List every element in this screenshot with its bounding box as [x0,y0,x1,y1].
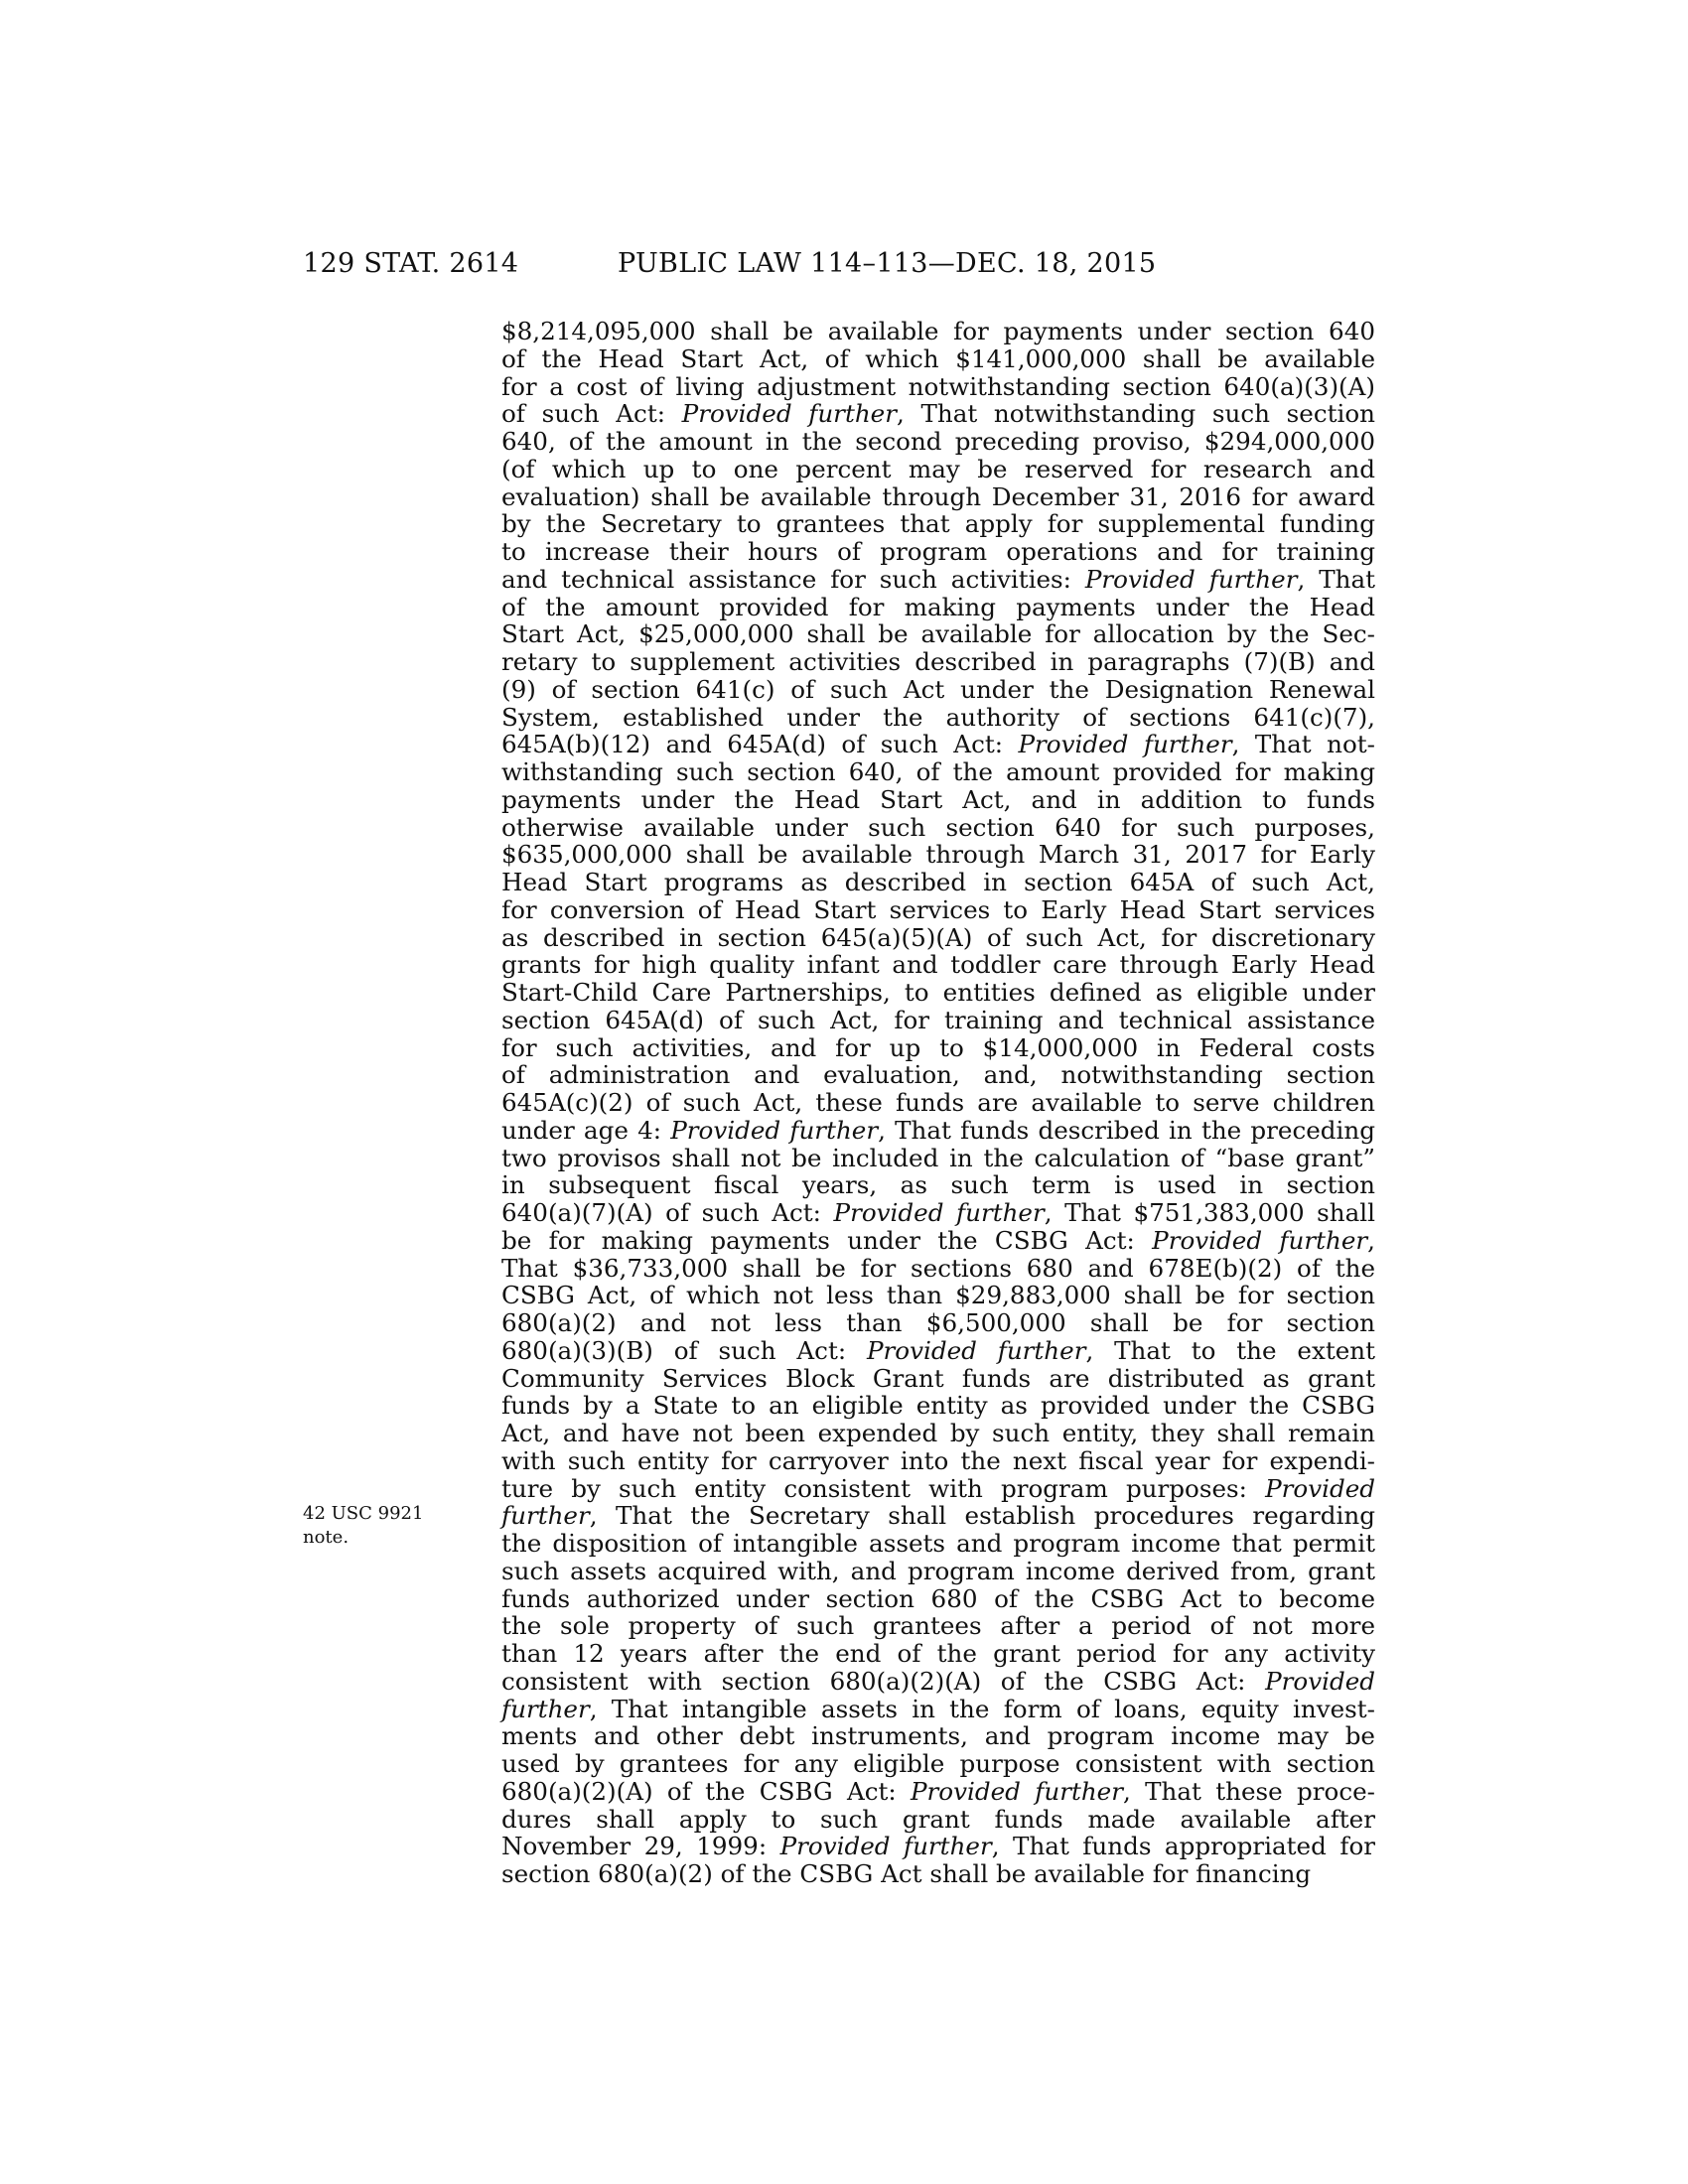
text-run: funds authorized under section 680 of the CSBG Act to become [501,1583,1375,1613]
text-run: and technical assistance for such activities: [501,564,1085,594]
text-line [501,1117,1375,1145]
text-run: of the Head Start Act, of which $141,000,000 shall be available [501,343,1375,373]
stat-citation: 129 STAT. 2614 [303,248,519,279]
text-line [501,428,1375,456]
text-run: System, established under the authority of sections 641(c)(7), [501,702,1375,732]
text-line [501,400,1375,428]
text-line [501,1778,1375,1806]
text-run: such assets acquired with, and program income derived from, grant [501,1556,1375,1585]
margin-note [303,1502,452,1550]
text-line [501,1750,1375,1778]
text-run: , That [1297,564,1375,594]
text-run: section 645A(d) of such Act, for training and technical assistance [501,1005,1375,1034]
italic-run: Provided further [1018,730,1232,759]
text-run: ments and other debt instruments, and program income may be [501,1721,1375,1751]
text-run: 645A(b)(12) and 645A(d) of such Act: [501,730,1019,759]
text-line [501,1392,1375,1420]
text-line [501,1365,1375,1393]
text-line [501,318,1375,345]
text-line [501,373,1375,401]
text-run: November 29, 1999: [501,1832,780,1861]
text-line [501,1860,1375,1888]
text-run: 640, of the amount in the second preceding proviso, $294,000,000 [501,427,1375,456]
text-run: by the Secretary to grantees that apply for supplemental funding [501,509,1375,539]
text-line [501,594,1375,621]
text-line [501,1061,1375,1089]
text-run: withstanding such section 640, of the amount provided for making [501,757,1375,786]
text-run: two provisos shall not be included in the calculation of “base grant” [501,1143,1375,1172]
text-line [501,841,1375,869]
text-line [501,648,1375,676]
body-text [501,318,1375,1888]
text-line [501,538,1375,566]
text-run: section 680(a)(2) of the CSBG Act shall be available for financing [501,1859,1312,1888]
text-run: (9) of section 641(c) of such Act under the Designation Renewal [501,674,1375,704]
text-line [501,1668,1375,1696]
law-title: PUBLIC LAW 114–113—DEC. 18, 2015 [618,248,1157,279]
text-run: , That intangible assets in the form of loans, equity invest- [589,1694,1375,1723]
text-line [501,758,1375,786]
italic-run: Provided further [866,1335,1086,1365]
text-line [501,1612,1375,1640]
text-run: than 12 years after the end of the grant period for any activity [501,1639,1375,1668]
margin-note-label: note. [303,1527,350,1548]
text-run: Act, and have not been expended by such entity, they shall remain [501,1419,1375,1447]
text-line [501,1227,1375,1255]
text-line [501,1806,1375,1834]
text-line [501,1034,1375,1062]
text-run: , That these proce- [1122,1776,1375,1806]
text-line [501,510,1375,538]
text-run: 680(a)(2) and not less than $6,500,000 shall be for section [501,1308,1375,1337]
text-run: Community Services Block Grant funds are distributed as grant [501,1363,1375,1393]
margin-note-citation: 42 USC 9921 [303,1503,424,1524]
text-line [501,1337,1375,1365]
text-line [501,951,1375,979]
text-line [501,924,1375,952]
text-run: as described in section 645(a)(5)(A) of such Act, for discretionary [501,922,1375,952]
italic-run: Provided further [779,1832,992,1861]
text-line [501,1833,1375,1860]
text-run: the disposition of intangible assets and program income that permit [501,1529,1375,1558]
italic-run: Provided further [1084,564,1298,594]
text-run: , That funds appropriated for [991,1832,1376,1861]
italic-run: further [501,1501,590,1531]
text-line [501,1558,1375,1585]
text-run: 680(a)(2)(A) of the CSBG Act: [501,1776,911,1806]
text-run: retary to supplement activities described in paragraphs (7)(B) and [501,647,1375,676]
italic-run: Provided [1265,1666,1375,1696]
italic-run: Provided further [833,1198,1045,1227]
text-run: evaluation) shall be available through December 31, 2016 for award [501,481,1375,511]
text-line [501,1255,1375,1283]
text-line [501,1420,1375,1447]
text-line [501,1309,1375,1337]
text-run: , That funds described in the preceding [878,1115,1375,1145]
text-run: $635,000,000 shall be available through March 31, 2017 for Early [501,840,1375,870]
text-run: That $36,733,000 shall be for sections 680 and 678E(b)(2) of the [501,1253,1375,1283]
text-line [501,483,1375,511]
text-run: used by grantees for any eligible purpose consistent with section [501,1749,1375,1778]
text-run: of administration and evaluation, and, notwithstanding section [501,1060,1375,1090]
text-run: for a cost of living adjustment notwithstanding section 640(a)(3)(A) [501,371,1375,401]
text-run: with such entity for carryover into the next fiscal year for expendi- [501,1445,1375,1475]
text-run: , That to the extent [1085,1335,1376,1365]
text-run: funds by a State to an eligible entity as provided under the CSBG [501,1391,1375,1421]
text-line [501,1640,1375,1668]
text-run: grants for high quality infant and toddler care through Early Head [501,950,1375,980]
text-line [501,676,1375,704]
text-run: , That the Secretary shall establish procedures regarding [589,1501,1375,1531]
text-line [501,1502,1375,1530]
text-run: otherwise available under such section 640 for such purposes, [501,812,1375,842]
text-run: be for making payments under the CSBG Act: [501,1225,1153,1255]
text-run: 640(a)(7)(A) of such Act: [501,1198,834,1227]
text-run: (of which up to one percent may be reserved for research and [501,454,1375,483]
running-head [303,248,1425,288]
text-line [501,1475,1375,1503]
text-run: under age 4: [501,1115,671,1145]
italic-run: Provided further [670,1115,879,1145]
text-run: for such activities, and for up to $14,000,000 in Federal costs [501,1032,1375,1062]
text-line [501,979,1375,1007]
text-line [501,456,1375,483]
text-run: of such Act: [501,399,682,429]
text-run: Start Act, $25,000,000 shall be available for allocation by the Sec- [501,619,1375,649]
italic-run: Provided further [1152,1225,1368,1255]
text-run: consistent with section 680(a)(2)(A) of the CSBG Act: [501,1666,1266,1696]
italic-run: Provided further [911,1776,1123,1806]
italic-run: further [501,1694,590,1723]
text-line [501,1089,1375,1117]
text-line [501,620,1375,648]
text-line [501,814,1375,842]
text-run: 645A(c)(2) of such Act, these funds are available to serve children [501,1088,1375,1117]
text-line [501,704,1375,732]
text-run: , [1367,1225,1375,1255]
text-run: $8,214,095,000 shall be available for payments under section 640 [501,317,1375,345]
text-run: , That notwithstanding such section [896,399,1376,429]
text-line [501,1199,1375,1227]
text-line [501,786,1375,814]
text-line [501,1447,1375,1475]
text-run: Head Start programs as described in section 645A of such Act, [501,868,1375,896]
text-line [501,1530,1375,1558]
text-line [501,345,1375,373]
text-line [501,1696,1375,1723]
italic-run: Provided [1265,1473,1375,1503]
text-run: CSBG Act, of which not less than $29,883,000 shall be for section [501,1281,1375,1310]
text-line [501,1007,1375,1034]
text-run: , That not- [1231,730,1375,759]
text-line [501,566,1375,594]
text-line [501,1585,1375,1613]
text-run: in subsequent fiscal years, as such term is used in section [501,1170,1375,1200]
text-run: , That $751,383,000 shall [1044,1198,1376,1227]
text-run: Start-Child Care Partnerships, to entities defined as eligible under [501,978,1375,1007]
text-run: for conversion of Head Start services to Early Head Start services [501,894,1375,924]
text-run: to increase their hours of program operations and for training [501,537,1375,566]
text-run: 680(a)(3)(B) of such Act: [501,1335,867,1365]
text-line [501,1722,1375,1750]
text-run: payments under the Head Start Act, and in addition to funds [501,784,1375,814]
text-line [501,1171,1375,1199]
text-line [501,1145,1375,1172]
text-run: the sole property of such grantees after a period of not more [501,1611,1375,1641]
text-run: ture by such entity consistent with program purposes: [501,1473,1266,1503]
text-run: of the amount provided for making payments under the Head [501,592,1375,621]
text-line [501,896,1375,924]
text-line [501,1282,1375,1309]
italic-run: Provided further [681,399,897,429]
text-line [501,731,1375,758]
text-run: dures shall apply to such grant funds made available after [501,1804,1375,1834]
text-line [501,869,1375,896]
